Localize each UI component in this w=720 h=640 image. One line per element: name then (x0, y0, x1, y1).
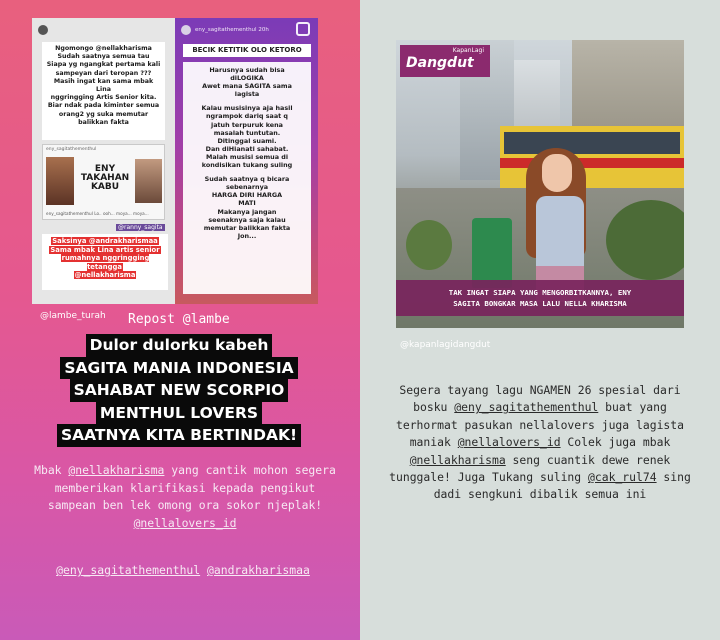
headline-line: SAGITA BONGKAR MASA LALU NELLA KHARISMA (453, 299, 627, 308)
post-username: eny_sagitathementhul 20h (195, 27, 269, 33)
highlight-text-block (44, 334, 314, 447)
photo-credit-mention[interactable]: @lambe_turah (40, 311, 106, 321)
caption-text: buat yang terhormat pasukan nellalovers juga lagista maniak (395, 400, 685, 450)
note-line: Sudah saatnya semua tau (57, 53, 150, 61)
note-line: Siapa yg ngangkat pertama kali (46, 61, 161, 69)
text-line: Kalau musisinya aja hasil (201, 104, 293, 113)
news-headline (396, 280, 684, 316)
embedded-screenshot (42, 144, 165, 220)
text-line: Ditinggal suami. (217, 136, 277, 145)
red-line: @nellakharisma (74, 271, 136, 279)
highlight-line: SAATNYA KITA BERTINDAK! (57, 424, 301, 447)
bus-windows (504, 132, 680, 154)
repost-label: Repost @lambe (128, 312, 230, 327)
headline-line: TAK INGAT SIAPA YANG MENGORBITKANNYA, ENY (448, 288, 632, 297)
highlight-line: SAHABAT NEW SCORPIO (70, 379, 289, 402)
note-line: Masih ingat kan sama mbak Lina (53, 77, 154, 94)
story-caption-text (30, 462, 340, 532)
screenshot-caption: eny_sagitathementhul Lo.. ooh... moya... moya... (46, 211, 149, 216)
right-story-panel (360, 0, 720, 640)
person-photo (46, 157, 74, 205)
collage-post-left (32, 18, 175, 304)
highlight-line: Dulor dulorku kabeh (86, 334, 273, 357)
collage-post-right (175, 18, 318, 304)
caption-text: Segera tayang lagu NGAMEN 26 spesial dari bosku (399, 383, 681, 415)
caption-text: Colek juga mbak (560, 435, 671, 450)
sticker-square-icon (296, 22, 310, 36)
caption-text: yang cantik mohon segera memberikan klarifikasi kepada pengikut sampean ben lek omong ora sokor njeplak! (47, 463, 336, 512)
story-caption-text (380, 382, 700, 504)
text-line: jatuh terpuruk kena (211, 120, 283, 129)
photo-credit-mention[interactable]: @kapanlagidangdut (400, 340, 491, 350)
mention-link[interactable]: @nellalovers_id (457, 435, 561, 450)
red-line: Saksinya @andrakharismaa (52, 237, 158, 245)
text-line: Awet mana SAGITA sama (202, 82, 292, 91)
text-line: ngrampok dariq saat q (206, 112, 288, 121)
post-text-box (183, 62, 311, 294)
post-banner: BECIK KETITIK OLO KETORO (183, 44, 311, 57)
screenshot-username: eny_sagitathementhul (46, 147, 97, 152)
screenshot-title: ENY TAKAHAN KABU (80, 164, 130, 192)
red-highlight-box (42, 234, 168, 290)
text-line: kondisikan tukang suling (201, 161, 293, 170)
person-photo (135, 159, 162, 203)
person-face (542, 154, 572, 192)
text-line: Jon... (237, 231, 257, 240)
tree (406, 220, 452, 270)
mention-link[interactable]: @eny_sagitathementhul (454, 400, 599, 415)
text-line: Makanya jangan (217, 207, 277, 216)
note-line: nggringging Artis Senior kita. (50, 94, 157, 102)
highlight-line: SAGITA MANIA INDONESIA (60, 357, 297, 380)
text-line: masalah tuntutan. (213, 128, 281, 137)
text-line: Harusnya sudah bisa (209, 66, 285, 74)
mention-link[interactable]: @nellalovers_id (133, 515, 237, 530)
text-line: seenaknya saja kalau (208, 215, 286, 224)
text-line: Malah musisi semua di (205, 152, 289, 161)
text-line: memutar balikkan fakta (203, 223, 291, 232)
caption-text: Mbak (34, 463, 69, 477)
text-line: lagista (234, 90, 260, 99)
mention-link[interactable]: @eny_sagitathementhul (56, 563, 201, 577)
note-text-box (42, 42, 165, 140)
caption-text: seng cuantik dewe renek tunggale! Juga Tukang suling (389, 452, 671, 485)
mention-link[interactable]: @nellakharisma (68, 463, 165, 477)
green-bin (472, 218, 512, 288)
text-line: HARGA DIRI HARGA (211, 191, 283, 200)
text-line: MATI (238, 199, 256, 208)
brand-logo (400, 45, 490, 77)
note-line: sampeyan dari teropan ??? (55, 69, 152, 77)
text-line: Dan diHianati sahabat. (205, 144, 289, 153)
mention-link[interactable]: @andrakharismaa (207, 563, 310, 577)
note-line: orang2 yg suka memutar (58, 110, 149, 118)
red-line: Sama mbak Lina artis senior (50, 245, 160, 254)
post-header (32, 18, 175, 42)
note-line: Biar ndak pada kiminter semua (47, 102, 160, 110)
red-line: rumahnya nggringging tetangga (61, 254, 150, 271)
text-line: diLOGIKA (230, 74, 264, 83)
logo-big-text: Dangdut (406, 55, 474, 71)
logo-small-text: KapanLagi (452, 47, 484, 54)
note-line: Ngomongo @nellakharisma (55, 45, 152, 52)
mention-link[interactable]: @cak_rul74 (588, 470, 657, 485)
highlight-line: MENTHUL LOVERS (96, 402, 262, 425)
avatar (38, 25, 48, 35)
news-photo-card (396, 40, 684, 328)
text-line: sebenarnya (225, 183, 269, 192)
story-mentions (28, 562, 338, 579)
mention-tag: @ranny_sagita (118, 224, 163, 231)
note-line: balikkan fakta (78, 118, 129, 126)
repost-collage-image (32, 18, 318, 304)
caption-text: sing dadi sengkuni dibalik semua ini (433, 470, 691, 502)
avatar (181, 25, 191, 35)
text-line: Sudah saatnya q bicara (204, 175, 290, 184)
mention-link[interactable]: @nellakharisma (409, 452, 506, 467)
